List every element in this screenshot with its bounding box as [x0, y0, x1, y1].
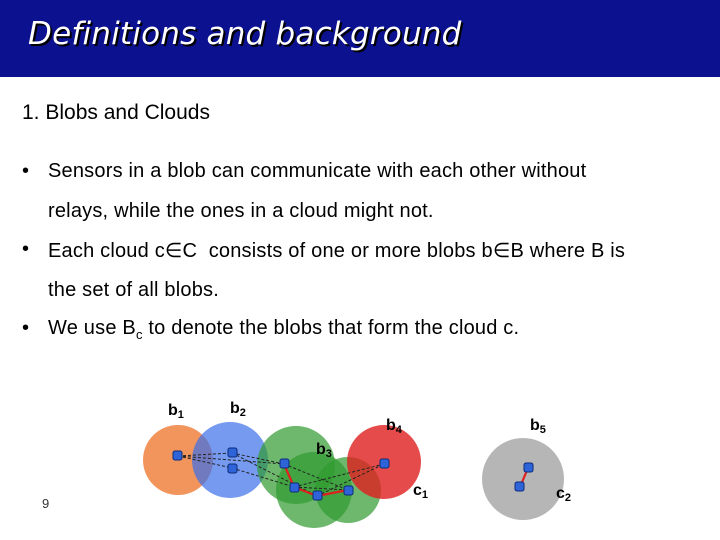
page-number: 9	[42, 496, 50, 511]
bullet-3-text-b: to denote the blobs that form the cloud c.	[142, 317, 520, 339]
section-heading: 1. Blobs and Clouds	[22, 101, 210, 124]
bullet-2-text-c: B where B is	[510, 240, 626, 262]
bullet-1-line-2: relays, while the ones in a cloud might not.	[48, 200, 434, 222]
label-c1: c1	[413, 482, 429, 501]
bullet-2-text-a: Each cloud c	[48, 240, 165, 262]
bullet-1-line-1: Sensors in a blob can communicate with each other without	[48, 160, 587, 182]
blob-cloud-diagram	[0, 380, 720, 540]
bullet-3-line-1	[48, 317, 519, 342]
label-b4: b4	[386, 417, 402, 436]
label-b3: b3	[316, 441, 332, 460]
node	[313, 491, 322, 500]
subscript-c: c	[135, 327, 143, 342]
element-of-symbol: ∈	[164, 240, 183, 262]
node	[280, 459, 289, 468]
bullet-2-text-b: C consists of one or more blobs b	[182, 240, 493, 262]
label-b1: b1	[168, 402, 184, 421]
bullet-marker: •	[22, 238, 30, 260]
node	[228, 448, 237, 457]
bullet-marker: •	[22, 317, 30, 339]
node	[524, 463, 533, 472]
bullet-marker: •	[22, 160, 30, 182]
label-b5: b5	[530, 417, 546, 436]
node	[380, 459, 389, 468]
node	[173, 451, 182, 460]
node	[290, 483, 299, 492]
node	[344, 486, 353, 495]
node	[515, 482, 524, 491]
label-c2: c2	[556, 485, 572, 504]
bullet-3-text-a: We use B	[48, 317, 136, 339]
label-b2: b2	[230, 400, 246, 419]
node	[228, 464, 237, 473]
element-of-symbol: ∈	[492, 240, 511, 262]
slide-title: Definitions and background	[28, 16, 462, 52]
title-bar	[0, 0, 720, 77]
bullet-2-line-2: the set of all blobs.	[48, 279, 219, 301]
bullet-2-line-1	[48, 238, 625, 263]
